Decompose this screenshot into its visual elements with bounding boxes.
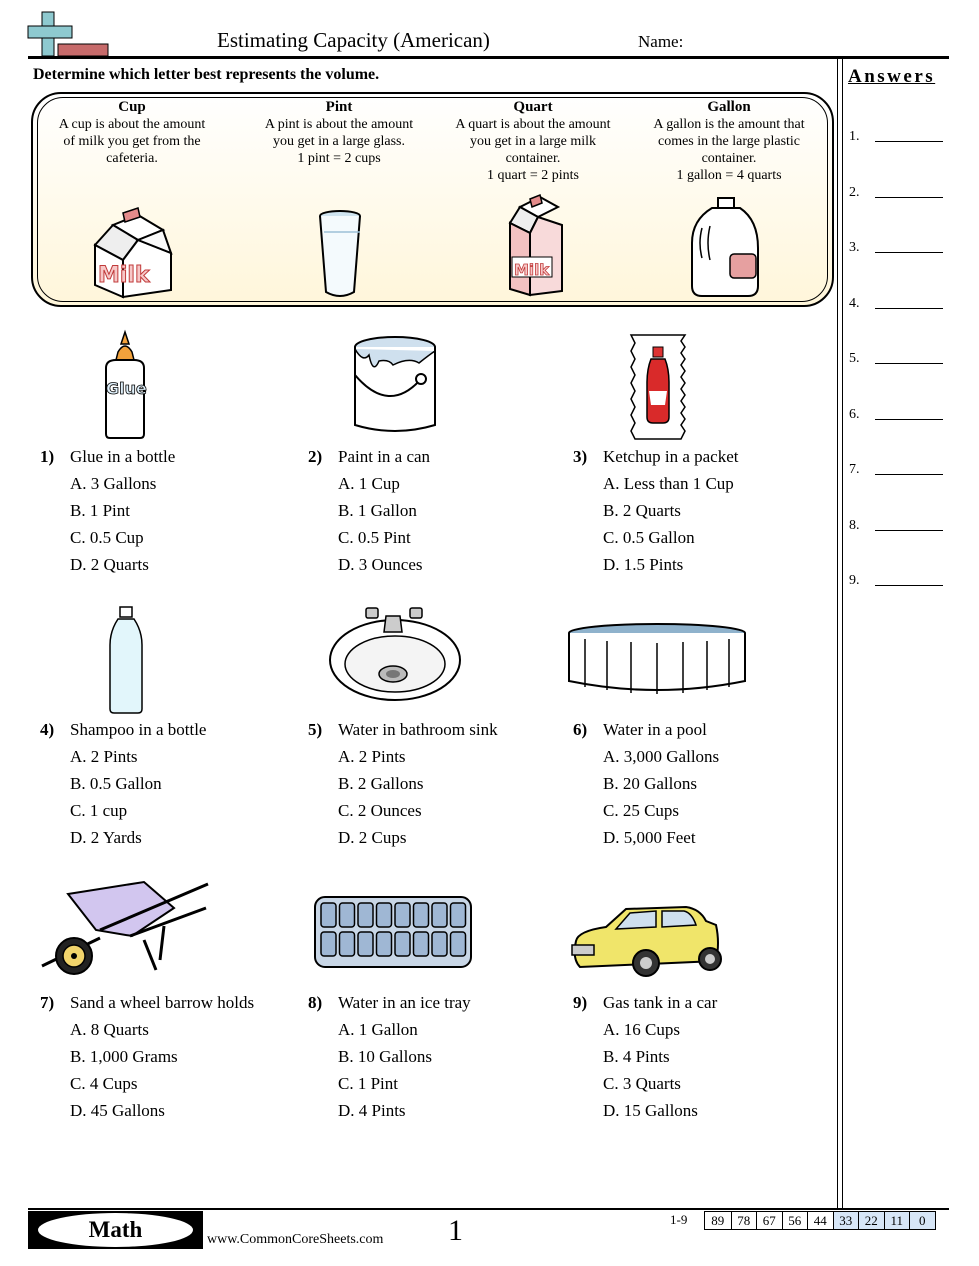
milk-label: Milk xyxy=(514,261,550,279)
answer-number: 7. xyxy=(849,462,860,477)
footer-rule xyxy=(28,1208,949,1210)
answer-option: A. Less than 1 Cup xyxy=(603,474,734,493)
answer-option: C. 1 Pint xyxy=(338,1074,398,1093)
answer-option: D. 45 Gallons xyxy=(70,1101,165,1120)
ice-cell xyxy=(340,903,355,927)
website: www.CommonCoreSheets.com xyxy=(207,1232,384,1247)
answer-option: B. 2 Gallons xyxy=(338,774,424,793)
question-number: 3) xyxy=(573,447,588,466)
ref-pint-line: 1 pint = 2 cups xyxy=(297,151,381,166)
answer-option: A. 1 Cup xyxy=(338,474,400,493)
ref-cup-line: A cup is about the amount xyxy=(58,117,206,132)
answer-option: B. 10 Gallons xyxy=(338,1047,432,1066)
answer-option: B. 4 Pints xyxy=(603,1047,670,1066)
question-5 xyxy=(308,720,558,742)
answer-option: B. 1 Pint xyxy=(70,501,130,520)
ref-pint-line: you get in a large glass. xyxy=(273,134,405,149)
ref-cup-title: Cup xyxy=(118,99,146,115)
score-cell: 0 xyxy=(909,1212,935,1229)
ref-gallon xyxy=(634,99,824,184)
question-text: Ketchup in a packet xyxy=(603,447,739,466)
question-number: 9) xyxy=(573,993,588,1012)
question-number: 1) xyxy=(40,447,55,466)
question-text: Water in bathroom sink xyxy=(338,720,498,739)
question-8 xyxy=(308,993,558,1015)
gallon-jug-icon xyxy=(690,198,762,298)
answer-option: C. 0.5 Cup xyxy=(70,528,144,547)
quart-carton-icon xyxy=(508,195,570,297)
ref-quart-title: Quart xyxy=(513,99,553,115)
answer-number: 1. xyxy=(849,129,860,144)
ref-cup-line: cafeteria. xyxy=(106,151,158,166)
answer-blank[interactable] xyxy=(875,419,943,420)
question-text: Glue in a bottle xyxy=(70,447,176,466)
ice-cell xyxy=(377,932,392,956)
answer-blank[interactable] xyxy=(875,197,943,198)
answer-row[interactable] xyxy=(849,185,944,205)
ref-gallon-title: Gallon xyxy=(707,99,751,115)
answer-row[interactable] xyxy=(849,129,944,149)
answer-option: A. 3,000 Gallons xyxy=(603,747,720,766)
answer-option: C. 1 cup xyxy=(70,801,128,820)
ref-quart-line: you get in a large milk xyxy=(469,134,597,149)
answer-number: 5. xyxy=(849,351,860,366)
ref-gallon-line: 1 gallon = 4 quarts xyxy=(676,168,782,183)
glue-label: Glue xyxy=(106,379,147,398)
answer-option: C. 3 Quarts xyxy=(603,1074,681,1093)
answer-row[interactable] xyxy=(849,518,944,538)
score-cell: 67 xyxy=(756,1212,782,1229)
ice-cell xyxy=(451,932,466,956)
name-label: Name: xyxy=(638,32,684,51)
answer-option: D. 2 Cups xyxy=(338,828,407,847)
answer-option: D. 2 Yards xyxy=(70,828,142,847)
answer-option: B. 20 Gallons xyxy=(603,774,697,793)
question-number: 5) xyxy=(308,720,323,739)
answer-blank[interactable] xyxy=(875,474,943,475)
score-cell: 44 xyxy=(807,1212,833,1229)
milk-label: Milk xyxy=(98,263,150,288)
ice-cell xyxy=(358,903,373,927)
score-table xyxy=(704,1211,936,1230)
answer-option: D. 2 Quarts xyxy=(70,555,149,574)
question-number: 2) xyxy=(308,447,323,466)
question-6 xyxy=(573,720,823,742)
paint-can-icon xyxy=(349,335,441,437)
ice-cell xyxy=(414,903,429,927)
ice-cell xyxy=(451,903,466,927)
answer-row[interactable] xyxy=(849,407,944,427)
score-cell: 22 xyxy=(858,1212,884,1229)
answer-option: A. 3 Gallons xyxy=(70,474,157,493)
pool-icon xyxy=(567,623,747,695)
answer-option: B. 1,000 Grams xyxy=(70,1047,178,1066)
answer-option: C. 2 Ounces xyxy=(338,801,422,820)
answer-option: B. 0.5 Gallon xyxy=(70,774,162,793)
answer-option: A. 16 Cups xyxy=(603,1020,680,1039)
score-cell: 56 xyxy=(782,1212,808,1229)
answer-row[interactable] xyxy=(849,296,944,316)
glass-icon xyxy=(318,208,368,300)
score-cell: 11 xyxy=(884,1212,910,1229)
question-text: Water in an ice tray xyxy=(338,993,471,1012)
page-title: Estimating Capacity (American) xyxy=(217,28,490,52)
ice-cell xyxy=(395,932,410,956)
answer-option: C. 25 Cups xyxy=(603,801,680,820)
answer-row[interactable] xyxy=(849,462,944,482)
ice-tray-icon xyxy=(313,895,473,969)
car-icon xyxy=(570,903,722,979)
question-number: 7) xyxy=(40,993,55,1012)
score-cell: 78 xyxy=(731,1212,757,1229)
answer-blank[interactable] xyxy=(875,530,943,531)
answer-row[interactable] xyxy=(849,240,944,260)
answer-option: C. 0.5 Pint xyxy=(338,528,411,547)
ref-gallon-line: comes in the large plastic xyxy=(657,134,801,149)
ref-quart-line: A quart is about the amount xyxy=(455,117,611,132)
ref-quart xyxy=(438,99,628,184)
answer-option: C. 0.5 Gallon xyxy=(603,528,695,547)
answer-blank[interactable] xyxy=(875,141,943,142)
score-cell: 89 xyxy=(711,1213,725,1228)
answer-row[interactable] xyxy=(849,573,944,593)
answer-blank[interactable] xyxy=(875,308,943,309)
answers-title: Answers xyxy=(848,66,936,87)
logo-icon xyxy=(28,8,118,68)
answer-number: 4. xyxy=(849,295,860,311)
question-7 xyxy=(40,993,290,1015)
answer-blank[interactable] xyxy=(875,585,943,586)
question-number: 4) xyxy=(40,720,55,739)
page-number: 1 xyxy=(448,1214,463,1247)
score-range: 1-9 xyxy=(670,1212,688,1227)
question-text: Shampoo in a bottle xyxy=(70,720,207,739)
ref-gallon-line: A gallon is the amount that xyxy=(653,117,805,132)
answer-blank[interactable] xyxy=(875,363,943,364)
question-4 xyxy=(40,720,290,742)
question-9 xyxy=(573,993,823,1015)
ref-quart-line: container. xyxy=(505,151,561,166)
ice-cell xyxy=(395,903,410,927)
answer-option: A. 2 Pints xyxy=(338,747,406,766)
ketchup-packet-icon xyxy=(629,333,689,443)
ice-cell xyxy=(432,903,447,927)
ref-pint-title: Pint xyxy=(325,99,353,115)
ice-cell xyxy=(432,932,447,956)
ref-pint xyxy=(244,99,434,167)
answer-option: A. 8 Quarts xyxy=(70,1020,149,1039)
answer-option: B. 2 Quarts xyxy=(603,501,681,520)
answer-option: A. 1 Gallon xyxy=(338,1020,418,1039)
answer-number: 3. xyxy=(849,240,860,255)
answer-blank[interactable] xyxy=(875,252,943,253)
answer-option: D. 4 Pints xyxy=(338,1101,406,1120)
answer-option: D. 5,000 Feet xyxy=(603,828,696,847)
ice-cell xyxy=(321,932,336,956)
ice-cell xyxy=(414,932,429,956)
instructions: Determine which letter best represents the volume. xyxy=(33,66,380,83)
answer-option: D. 3 Ounces xyxy=(338,555,423,574)
question-text: Paint in a can xyxy=(338,447,431,466)
ref-cup xyxy=(37,99,227,167)
question-1 xyxy=(40,447,290,469)
header-rule xyxy=(28,56,949,59)
answer-option: D. 1.5 Pints xyxy=(603,555,684,574)
answer-divider xyxy=(837,59,838,1209)
math-badge-label: Math xyxy=(88,1217,143,1242)
answer-row[interactable] xyxy=(849,351,944,371)
answer-option: B. 1 Gallon xyxy=(338,501,417,520)
answer-number: 8. xyxy=(849,517,860,533)
answer-option: D. 15 Gallons xyxy=(603,1101,698,1120)
sink-icon xyxy=(328,606,462,702)
answer-option: C. 4 Cups xyxy=(70,1074,138,1093)
wheelbarrow-icon xyxy=(40,880,215,980)
ref-quart-line: 1 quart = 2 pints xyxy=(487,168,579,183)
answer-option: A. 2 Pints xyxy=(70,747,138,766)
question-number: 8) xyxy=(308,993,323,1012)
question-number: 6) xyxy=(573,720,588,739)
answer-divider-inner xyxy=(842,59,843,1209)
ref-pint-line: A pint is about the amount xyxy=(264,117,414,132)
milk-carton-icon xyxy=(93,205,173,300)
ref-cup-line: of milk you get from the xyxy=(63,134,201,149)
ice-cell xyxy=(377,903,392,927)
score-cell: 33 xyxy=(833,1212,859,1229)
question-2 xyxy=(308,447,558,469)
shampoo-bottle-icon xyxy=(106,605,146,715)
glue-bottle-icon xyxy=(100,330,150,440)
ice-cell xyxy=(340,932,355,956)
question-text: Water in a pool xyxy=(603,720,707,739)
ref-gallon-line: container. xyxy=(701,151,757,166)
answer-number: 9. xyxy=(849,573,860,588)
ice-cell xyxy=(358,932,373,956)
answer-number: 6. xyxy=(849,406,860,422)
ice-cell xyxy=(321,903,336,927)
question-3 xyxy=(573,447,823,469)
question-text: Gas tank in a car xyxy=(603,993,718,1012)
answer-number: 2. xyxy=(849,184,860,200)
question-text: Sand a wheel barrow holds xyxy=(70,993,255,1012)
